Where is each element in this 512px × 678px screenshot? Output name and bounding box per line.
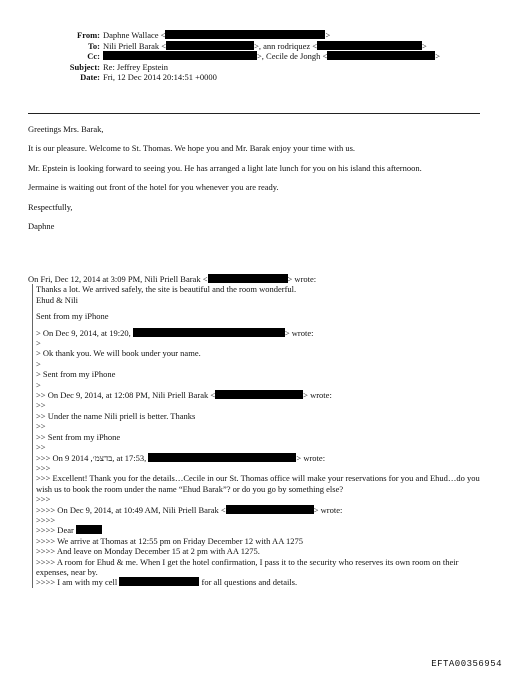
quote-line: >>> On 9 2014 ,בדצמ׳, at 17:53, > wrote:	[36, 452, 326, 463]
quote-line: >>>> We arrive at Thomas at 12:55 pm on Friday December 12 with AA 1275	[36, 535, 303, 546]
from-value: Daphne Wallace < >	[103, 30, 331, 40]
redaction	[208, 274, 288, 283]
subject-row	[28, 62, 440, 73]
quote-line: >> Sent from my iPhone	[36, 431, 121, 442]
quote-line: >> On Dec 9, 2014, at 12:08 PM, Nili Priell Barak < > wrote:	[36, 390, 332, 401]
quote-line: > On Dec 9, 2014, at 19:20, > wrote:	[36, 327, 314, 338]
quote-line: >	[36, 379, 41, 390]
redaction	[119, 577, 199, 586]
greeting: Greetings Mrs. Barak,	[28, 124, 104, 134]
quote-line: >>	[36, 421, 46, 432]
redaction	[166, 41, 254, 50]
redaction	[165, 30, 325, 39]
quote-line: >>>> A room for Ehud & me. When I get the hotel confirmation, I pass it to the security who reserves its own room on their expenses, near by.	[36, 556, 459, 577]
quote-line: >>>> I am with my cell for all questions and details.	[36, 577, 298, 588]
quote-line: >>>	[36, 462, 51, 473]
quote-line: >>>> On Dec 9, 2014, at 10:49 AM, Nili Priell Barak < > wrote:	[36, 504, 343, 515]
quote-line: Thanks a lot. We arrived safely, the site is beautiful and the room wonderful.	[36, 284, 297, 295]
subject-value: Re: Jeffrey Epstein	[103, 61, 168, 72]
date-value: Fri, 12 Dec 2014 20:14:51 +0000	[103, 72, 217, 83]
quote-intro: On Fri, Dec 12, 2014 at 3:09 PM, Nili Priell Barak < > wrote:	[28, 274, 317, 284]
quote-line: >>	[36, 400, 46, 411]
quote-line: >>>> Dear	[36, 525, 480, 535]
quote-line: >	[36, 338, 41, 349]
quoted-block	[32, 284, 480, 587]
to-value: Nili Priell Barak < >, ann rodriquez < >	[103, 40, 427, 51]
email-header	[28, 30, 440, 83]
date-label: Date:	[80, 72, 100, 83]
redaction	[103, 51, 257, 60]
cc-row	[28, 51, 440, 62]
quote-line: >>>	[36, 494, 51, 505]
subject-label: Subject:	[69, 61, 100, 72]
date-row	[28, 72, 440, 83]
to-label: To:	[88, 40, 100, 51]
quote-line: Sent from my iPhone	[36, 311, 109, 322]
paragraph: It is our pleasure. Welcome to St. Thomas. We hope you and Mr. Barak enjoy your time with us.	[28, 143, 356, 154]
redaction	[226, 505, 314, 514]
redaction	[327, 51, 435, 60]
signature: Daphne	[28, 221, 55, 232]
to-row	[28, 41, 440, 52]
quote-line: >>>>	[36, 514, 56, 525]
redaction	[215, 390, 303, 399]
quoted-thread	[28, 274, 480, 588]
quote-line: >>>> And leave on Monday December 15 at 2 pm with AA 1275.	[36, 546, 260, 557]
redaction	[133, 328, 285, 337]
quote-line: Ehud & Nili	[36, 294, 79, 305]
quote-line: > Ok thank you. We will book under your name.	[36, 348, 201, 359]
from-label: From:	[77, 30, 100, 40]
paragraph: Jermaine is waiting out front of the hotel for you whenever you are ready.	[28, 182, 279, 193]
quote-line: > Sent from my iPhone	[36, 369, 116, 380]
header-divider	[28, 113, 480, 114]
quote-line: >> Under the name Nili priell is better. Thanks	[36, 410, 196, 421]
redaction	[148, 453, 296, 462]
quote-line: >>> Excellent! Thank you for the details…Cecile in our St. Thomas office will make your reservations for you and Ehud…do you wish us to book the room under the name “Ehud Barak”? or do you go by something else?	[36, 473, 480, 494]
quote-line: >>	[36, 442, 46, 453]
cc-value: >, Cecile de Jongh < >	[103, 51, 440, 62]
cc-label: Cc:	[87, 51, 100, 62]
signoff: Respectfully,	[28, 201, 73, 212]
quote-line: >	[36, 358, 41, 369]
from-row	[28, 30, 440, 41]
paragraph: Mr. Epstein is looking forward to seeing you. He has arranged a light late lunch for you on his island this afternoon.	[28, 162, 422, 173]
document-id: EFTA00356954	[431, 659, 502, 669]
message-body	[28, 124, 480, 240]
redaction	[76, 525, 102, 534]
redaction	[317, 41, 422, 50]
